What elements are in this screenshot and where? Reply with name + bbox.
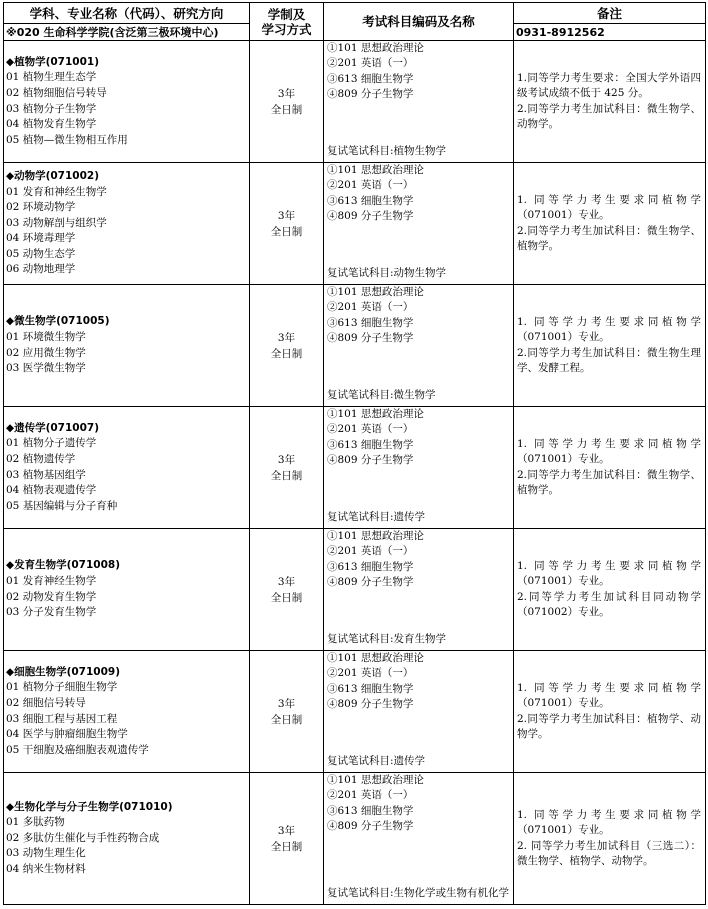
- exams-cell: [324, 41, 514, 163]
- research-direction: 05 干细胞及癌细胞表观遗传学: [6, 743, 149, 756]
- exam-subject: ①101 思想政治理论: [327, 652, 424, 664]
- research-direction: 01 发育神经生物学: [6, 574, 97, 587]
- note: 2.同等学力考生加试科目：植物学、动物学。: [517, 712, 701, 740]
- retest-subject: 复试笔试科目:遗传学: [327, 511, 426, 523]
- research-direction: 03 医学微生物学: [6, 362, 86, 375]
- note: 1. 同等学力考生要求同植物学（071001）专业。: [517, 315, 701, 344]
- duration-cell: [250, 407, 324, 529]
- duration-cell: [250, 529, 324, 651]
- header-row: [4, 3, 706, 24]
- research-direction: 03 植物分子生物学: [6, 102, 97, 115]
- note: 2.同等学力考生加试科目同动物学（071002）专业。: [517, 590, 701, 618]
- duration-cell: [250, 773, 324, 905]
- note: 1. 同等学力考生要求同植物学（071001）专业。: [517, 437, 701, 466]
- program-row: [4, 163, 706, 285]
- program-title: ◆微生物学(071005): [6, 315, 110, 328]
- exam-subject: ④809 分子生物学: [327, 454, 414, 467]
- notes-cell: [514, 41, 706, 163]
- research-direction: 01 多肽药物: [6, 816, 65, 829]
- exam-subject: ④809 分子生物学: [327, 88, 414, 101]
- research-direction: 01 发育和神经生物学: [6, 185, 107, 198]
- program-title: ◆发育生物学(071008): [6, 559, 121, 572]
- note: 2.同等学力考生加试科目：微生物学、植物学。: [517, 224, 701, 252]
- retest-subject: 复试笔试科目:遗传学: [327, 755, 426, 767]
- research-direction: 03 分子发育生物学: [6, 606, 97, 619]
- program-row: [4, 407, 706, 529]
- research-direction: 05 基因编辑与分子育种: [6, 499, 118, 512]
- research-direction: 03 动物生理生化: [6, 847, 86, 860]
- header-major: 学科、专业名称（代码）、研究方向: [4, 3, 250, 24]
- note: 2.同等学力考生加试科目：微生物学、动物学。: [517, 102, 701, 130]
- exam-subject: ④809 分子生物学: [327, 210, 414, 223]
- program-cell: [4, 773, 250, 905]
- duration: 3年: [277, 209, 296, 222]
- note: 2.同等学力考生加试科目：微生物生理学、发酵工程。: [517, 346, 701, 374]
- research-direction: 02 多肽仿生催化与手性药物合成: [6, 831, 160, 844]
- retest-subject: 复试笔试科目:生物化学或生物有机化学: [327, 887, 510, 899]
- duration-cell: [250, 41, 324, 163]
- research-direction: 05 动物生态学: [6, 247, 76, 260]
- program-cell: [4, 285, 250, 407]
- program-row: [4, 529, 706, 651]
- exams-cell: [324, 407, 514, 529]
- exam-subject: ②201 英语（一）: [327, 545, 414, 558]
- exam-subject: ②201 英语（一）: [327, 301, 414, 314]
- program-title: ◆生物化学与分子生物学(071010): [6, 800, 173, 813]
- exams-cell: [324, 163, 514, 285]
- research-direction: 01 植物分子遗传学: [6, 437, 97, 450]
- note: 1.同等学力考生要求：全国大学外语四级考试成绩不低于 425 分。: [517, 71, 701, 100]
- research-direction: 01 植物分子细胞生物学: [6, 681, 118, 694]
- research-direction: 01 环境微生物学: [6, 330, 86, 343]
- duration: 3年: [277, 824, 296, 837]
- research-direction: 03 动物解剖与组织学: [6, 216, 107, 229]
- school-phone: 0931-8912562: [514, 24, 706, 41]
- program-cell: [4, 529, 250, 651]
- research-direction: 06 动物地理学: [6, 263, 76, 276]
- study-mode: 全日制: [270, 103, 303, 116]
- note: 1. 同等学力考生要求同植物学（071001）专业。: [517, 193, 701, 222]
- research-direction: 02 应用微生物学: [6, 346, 86, 359]
- duration-cell: [250, 163, 324, 285]
- exam-subject: ②201 英语（一）: [327, 423, 414, 436]
- header-exams: 考试科目编码及名称: [324, 3, 514, 41]
- study-mode: 全日制: [270, 713, 303, 726]
- duration: 3年: [277, 331, 296, 344]
- exam-subject: ①101 思想政治理论: [327, 286, 424, 298]
- exam-subject: ③613 细胞生物学: [327, 682, 414, 695]
- notes-cell: [514, 407, 706, 529]
- research-direction: 04 医学与肿瘤细胞生物学: [6, 728, 128, 741]
- note: 2. 同等学力考生加试科目（三选二）：微生物学、植物学、动物学。: [517, 839, 701, 867]
- program-row: [4, 773, 706, 905]
- exam-subject: ③613 细胞生物学: [327, 316, 414, 329]
- retest-subject: 复试笔试科目:动物生物学: [327, 267, 447, 279]
- program-cell: [4, 651, 250, 773]
- duration: 3年: [277, 697, 296, 710]
- research-direction: 02 植物遗传学: [6, 452, 76, 465]
- research-direction: 02 环境动物学: [6, 201, 76, 214]
- exams-cell: [324, 651, 514, 773]
- note: 1. 同等学力考生要求同植物学（071001）专业。: [517, 808, 701, 837]
- study-mode: 全日制: [270, 591, 303, 604]
- research-direction: 03 细胞工程与基因工程: [6, 712, 118, 725]
- note: 1. 同等学力考生要求同植物学（071001）专业。: [517, 681, 701, 710]
- exam-subject: ④809 分子生物学: [327, 698, 414, 711]
- duration: 3年: [277, 87, 296, 100]
- retest-subject: 复试笔试科目:植物生物学: [327, 145, 447, 157]
- exam-subject: ③613 细胞生物学: [327, 194, 414, 207]
- retest-subject: 复试笔试科目:微生物学: [327, 389, 436, 401]
- header-duration: [250, 3, 324, 41]
- exam-subject: ④809 分子生物学: [327, 820, 414, 833]
- exam-subject: ④809 分子生物学: [327, 576, 414, 589]
- program-cell: [4, 407, 250, 529]
- study-mode: 全日制: [270, 469, 303, 482]
- program-cell: [4, 163, 250, 285]
- exam-subject: ③613 细胞生物学: [327, 438, 414, 451]
- exam-subject: ②201 英语（一）: [327, 57, 414, 70]
- exam-subject: ④809 分子生物学: [327, 332, 414, 345]
- exam-subject: ②201 英语（一）: [327, 789, 414, 802]
- header-notes: 备注: [514, 3, 706, 24]
- retest-subject: 复试笔试科目:发育生物学: [327, 633, 447, 645]
- notes-cell: [514, 285, 706, 407]
- research-direction: 02 动物发育生物学: [6, 590, 97, 603]
- research-direction: 04 植物发育生物学: [6, 118, 97, 131]
- program-row: [4, 651, 706, 773]
- exam-subject: ②201 英语（一）: [327, 667, 414, 680]
- exams-cell: [324, 285, 514, 407]
- note: 2.同等学力考生加试科目：微生物学、植物学。: [517, 468, 701, 496]
- notes-cell: [514, 773, 706, 905]
- exam-subject: ①101 思想政治理论: [327, 42, 424, 54]
- program-title: ◆动物学(071002): [6, 169, 100, 182]
- program-row: [4, 285, 706, 407]
- duration: 3年: [277, 575, 296, 588]
- notes-cell: [514, 163, 706, 285]
- notes-cell: [514, 529, 706, 651]
- exams-cell: [324, 773, 514, 905]
- research-direction: 04 环境毒理学: [6, 232, 76, 245]
- study-mode: 全日制: [270, 225, 303, 238]
- exam-subject: ①101 思想政治理论: [327, 530, 424, 542]
- exam-subject: ③613 细胞生物学: [327, 804, 414, 817]
- exam-subject: ①101 思想政治理论: [327, 408, 424, 420]
- note: 1. 同等学力考生要求同植物学（071001）专业。: [517, 559, 701, 588]
- research-direction: 02 细胞信号转导: [6, 696, 86, 709]
- study-mode: 全日制: [270, 840, 303, 853]
- exams-cell: [324, 529, 514, 651]
- admissions-table: [3, 2, 706, 905]
- duration: 3年: [277, 453, 296, 466]
- research-direction: 04 植物表观遗传学: [6, 484, 97, 497]
- header-duration-line1: 学制及: [267, 6, 306, 22]
- research-direction: 03 植物基因组学: [6, 468, 86, 481]
- program-cell: [4, 41, 250, 163]
- research-direction: 02 植物细胞信号转导: [6, 86, 107, 99]
- exam-subject: ②201 英语（一）: [327, 179, 414, 192]
- school-name: ※020 生命科学学院(含泛第三极环境中心): [4, 24, 250, 41]
- research-direction: 05 植物—微生物相互作用: [6, 133, 128, 146]
- program-title: ◆遗传学(071007): [6, 421, 100, 434]
- duration-cell: [250, 285, 324, 407]
- notes-cell: [514, 651, 706, 773]
- exam-subject: ①101 思想政治理论: [327, 774, 424, 786]
- study-mode: 全日制: [270, 347, 303, 360]
- exam-subject: ③613 细胞生物学: [327, 72, 414, 85]
- exam-subject: ①101 思想政治理论: [327, 164, 424, 176]
- program-title: ◆细胞生物学(071009): [6, 665, 121, 678]
- research-direction: 01 植物生理生态学: [6, 71, 97, 84]
- program-title: ◆植物学(071001): [6, 55, 100, 68]
- duration-cell: [250, 651, 324, 773]
- exam-subject: ③613 细胞生物学: [327, 560, 414, 573]
- program-row: [4, 41, 706, 163]
- header-duration-line2: 学习方式: [261, 21, 312, 37]
- research-direction: 04 纳米生物材料: [6, 862, 86, 875]
